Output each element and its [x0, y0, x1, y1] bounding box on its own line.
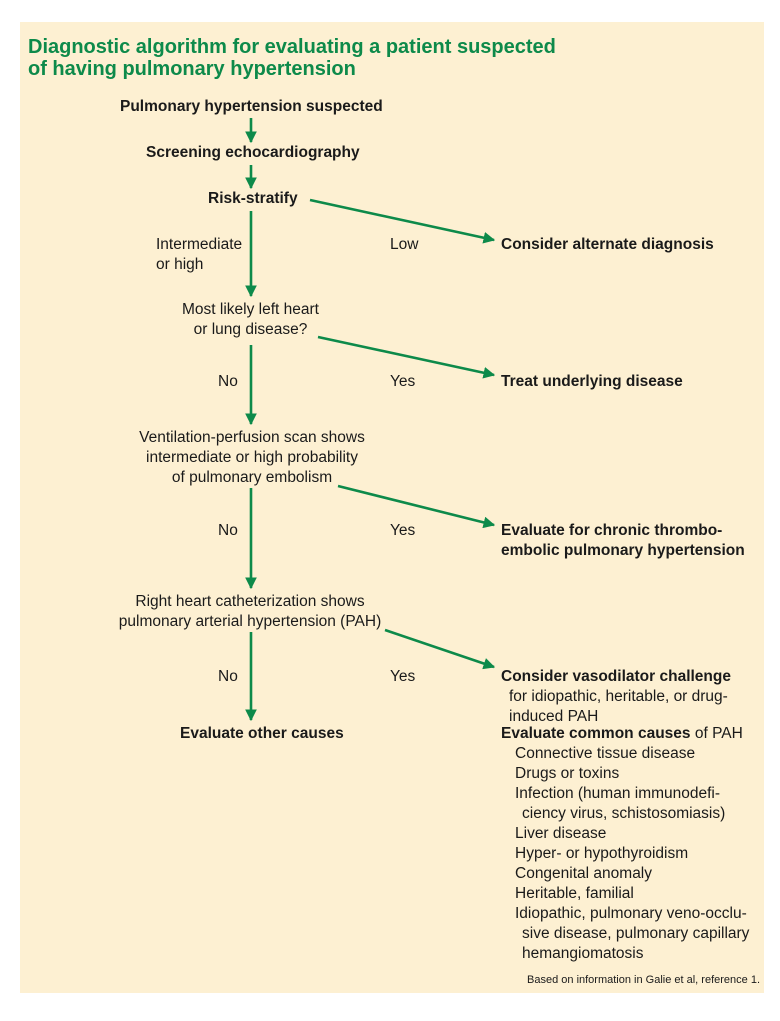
node-suspected: Pulmonary hypertension suspected — [120, 98, 383, 115]
node-rhc-line-2: pulmonary arterial hypertension (PAH) — [118, 613, 382, 630]
node-cteph-line-1: Evaluate for chronic thrombo- — [501, 522, 723, 539]
common-causes-heading-rest: of PAH — [690, 725, 743, 742]
vasodilator-detail-line-1: for idiopathic, heritable, or drug- — [509, 688, 728, 705]
cause-item-continued: sive disease, pulmonary capillary — [522, 925, 750, 942]
arrow-leftheart-to-treat — [318, 337, 494, 375]
label-no-2: No — [218, 522, 238, 539]
node-echo: Screening echocardiography — [146, 144, 360, 161]
node-rhc — [118, 592, 382, 632]
vasodilator-detail-line-2: induced PAH — [509, 708, 599, 725]
arrow-rhc-to-vasodilator — [385, 630, 494, 667]
node-vq-scan-line-1: Ventilation-perfusion scan shows — [139, 429, 365, 446]
label-intermediate-line-1: Intermediate — [156, 236, 243, 253]
node-cteph — [501, 521, 745, 561]
common-causes-heading-bold: Evaluate common causes — [501, 725, 691, 742]
node-left-heart — [178, 300, 323, 340]
node-left-heart-line-2: or lung disease? — [193, 321, 308, 338]
node-vq-scan — [130, 428, 374, 488]
node-alternate-diagnosis: Consider alternate diagnosis — [501, 236, 714, 253]
cause-item: Infection (human immunodefi- — [515, 785, 721, 802]
cause-item: Congenital anomaly — [515, 865, 653, 882]
label-yes-1: Yes — [390, 373, 416, 390]
node-cteph-line-2: embolic pulmonary hypertension — [501, 542, 745, 559]
node-vq-scan-line-2: intermediate or high probability — [146, 449, 358, 466]
title-line-2: of having pulmonary hypertension — [28, 58, 356, 80]
label-no-1: No — [218, 373, 238, 390]
cause-item: Drugs or toxins — [515, 765, 620, 782]
node-rhc-line-1: Right heart catheterization shows — [135, 593, 365, 610]
arrow-vq-to-cteph — [338, 486, 494, 525]
cause-item: Heritable, familial — [515, 885, 634, 902]
label-yes-3: Yes — [390, 668, 416, 685]
node-vq-scan-line-3: of pulmonary embolism — [171, 469, 333, 486]
footnote: Based on information in Galie et al, reference 1. — [527, 974, 760, 986]
node-left-heart-line-1: Most likely left heart — [182, 301, 319, 318]
node-risk: Risk-stratify — [208, 190, 298, 207]
common-causes-heading — [501, 724, 749, 744]
label-yes-2: Yes — [390, 522, 416, 539]
vasodilator-heading: Consider vasodilator challenge — [501, 668, 731, 685]
node-vasodilator — [501, 667, 731, 727]
cause-item: Idiopathic, pulmonary veno-occlu- — [515, 905, 747, 922]
cause-item-continued: hemangiomatosis — [522, 945, 644, 962]
cause-item: Liver disease — [515, 825, 607, 842]
node-common-causes — [501, 724, 749, 964]
cause-item-continued: ciency virus, schistosomiasis) — [522, 805, 726, 822]
cause-item: Connective tissue disease — [515, 745, 696, 762]
node-other-causes: Evaluate other causes — [180, 725, 344, 742]
label-no-3: No — [218, 668, 238, 685]
node-treat-underlying: Treat underlying disease — [501, 373, 683, 390]
label-intermediate — [156, 235, 242, 275]
label-low: Low — [390, 236, 419, 253]
title-line-1: Diagnostic algorithm for evaluating a patient suspected — [28, 36, 556, 58]
label-intermediate-line-2: or high — [156, 256, 204, 273]
arrow-risk-to-alternate — [310, 200, 494, 240]
cause-item: Hyper- or hypothyroidism — [515, 845, 689, 862]
